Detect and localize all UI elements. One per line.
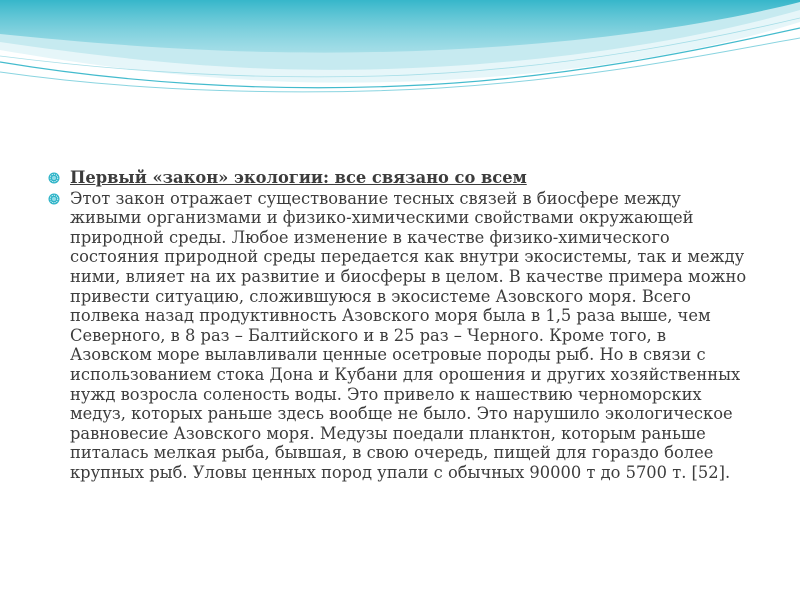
heading-bullet-item	[48, 168, 748, 188]
bullet-circle-icon	[48, 172, 60, 184]
slide-body-text: Этот закон отражает существование тесных связей в биосфере между живыми организмами и физико-химическими свойствами окружающей природной среды. Любое изменение в качестве физико-химического состояния природной среды передается как внутри экосистемы, так и между ними, влияет на их развитие и биосферы в целом. В качестве примера можно привести ситуацию, сложившуюся в экосистеме Азовского моря. Всего полвека назад продуктивность Азовского моря была в 1,5 раза выше, чем Северного, в 8 раз – Балтийского и в 25 раз – Черного. Кроме того, в Азовском море вылавливали ценные осетровые породы рыб. Но в связи с использованием стока Дона и Кубани для орошения и других хозяйственных нужд возросла соленость воды. Это привело к нашествию черноморских медуз, которых раньше здесь вообще не было. Это нарушило экологическое равновесие Азовского моря. Медузы поедали планктон, которым раньше питалась мелкая рыба, бывшая, в свою очередь, пищей для гораздо более крупных рыб. Уловы ценных пород упали с обычных 90000 т до 5700 т. [52].	[70, 188, 747, 482]
body-bullet-item	[48, 189, 748, 483]
wave-header-decoration	[0, 0, 800, 100]
slide-heading: Первый «закон» экологии: все связано со всем	[70, 168, 527, 187]
bullet-circle-icon	[48, 193, 60, 205]
slide-content	[48, 168, 748, 483]
